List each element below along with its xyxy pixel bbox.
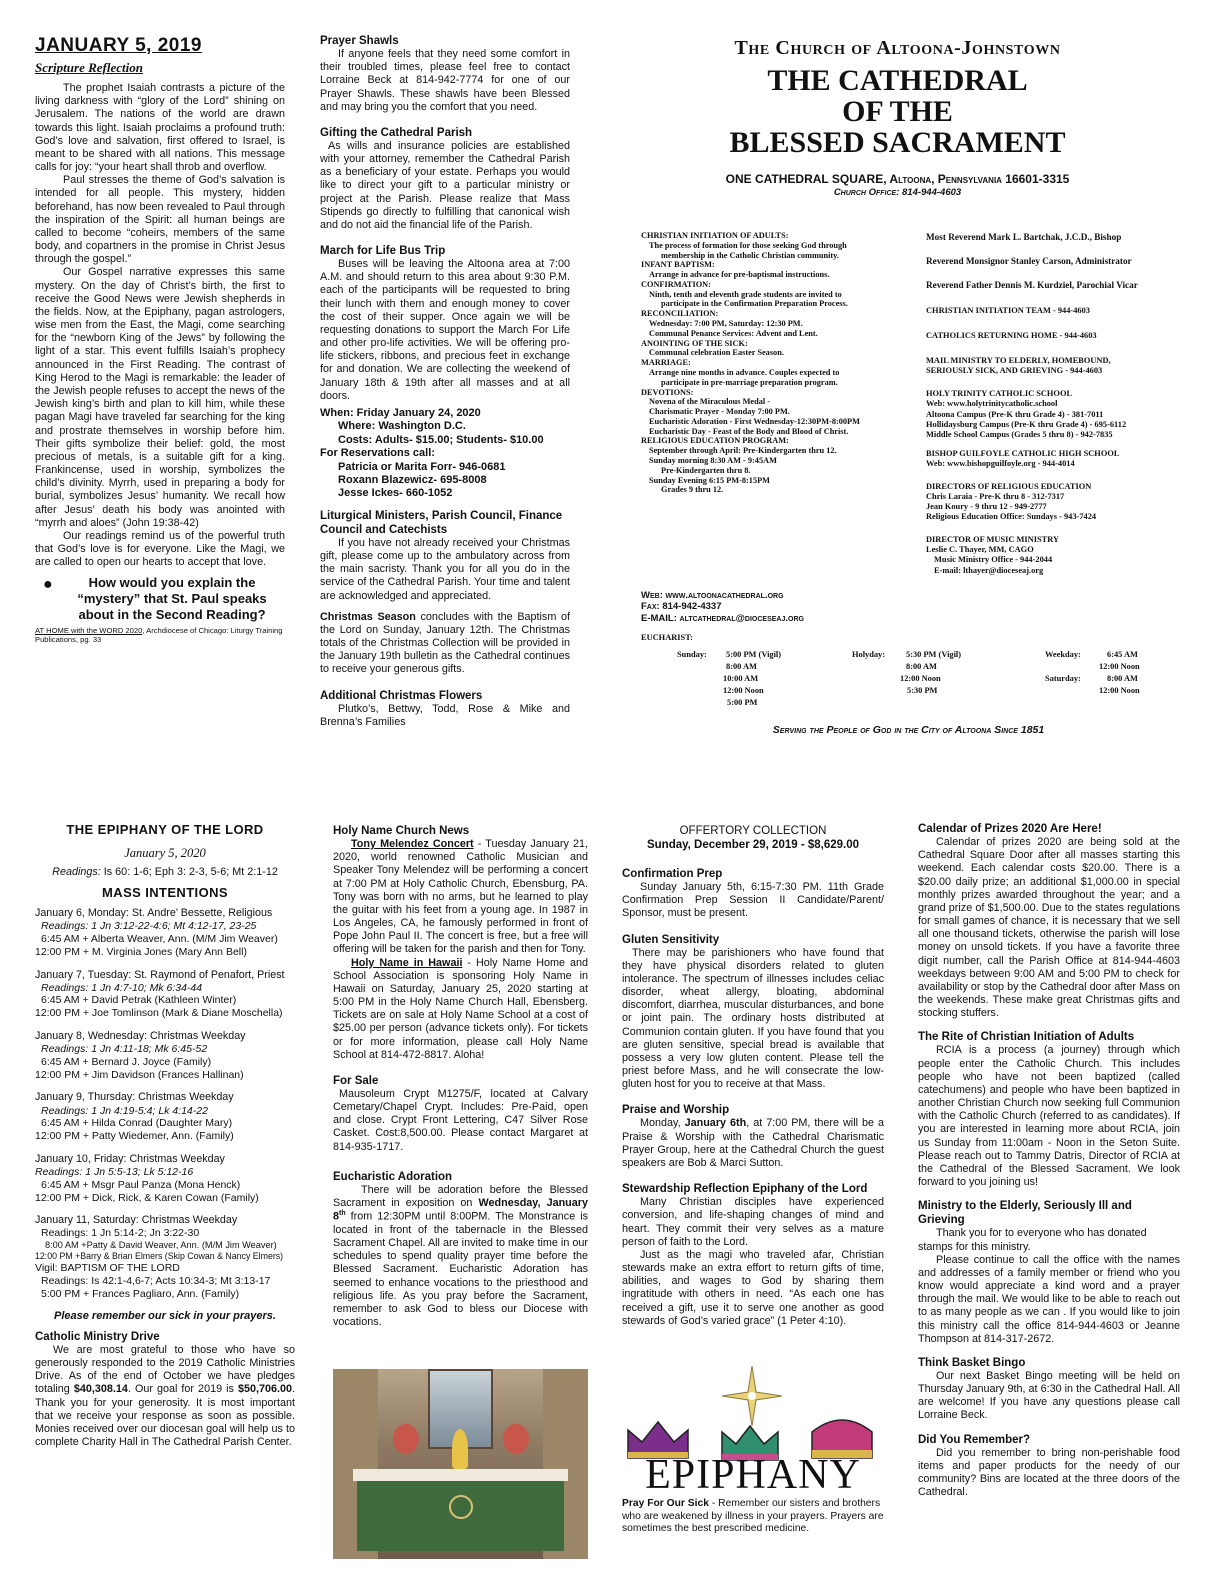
stewardship-heading: Stewardship Reflection Epiphany of the Lord — [622, 1183, 868, 1196]
rcia-heading: The Rite of Christian Initiation of Adults — [918, 1031, 1135, 1044]
cathedral-title: BLESSED SACRAMENT — [729, 125, 1066, 159]
mass-day: January 7, Tuesday: St. Raymond of Penafort, Priest — [35, 968, 285, 981]
parochial-vicar: Reverend Father Dennis M. Kurdziel, Parochial Vicar — [926, 280, 1138, 291]
high-school: BISHOP GUILFOYLE CATHOLIC HIGH SCHOOL — [926, 448, 1120, 458]
mass-day: January 8, Wednesday: Christmas Weekday — [35, 1030, 246, 1043]
mass-intention: 6:45 AM + David Petrak (Kathleen Winter) — [41, 994, 237, 1007]
holyday-time: 5:30 PM (Vigil) — [906, 650, 962, 659]
mass-readings: Readings: 1 Jn 4:7-10; Mk 6:34-44 — [41, 981, 203, 994]
epiphany-word: EPIPHANY — [645, 1452, 861, 1498]
parish-news-column — [320, 34, 570, 764]
mass-intention: 6:45 AM + Bernard J. Joyce (Family) — [41, 1055, 212, 1068]
did-you-remember-heading: Did You Remember? — [918, 1433, 1031, 1446]
saturday-label: Saturday: — [1045, 674, 1081, 683]
gifting-text: As wills and insurance policies are established with your attorney, remember the Cathedral Parish as a beneficiary of your estate. Perhaps you would like to direct your gift to a particular ministry or project at the Parish. Please realize that Mass Stipends go directly to fulfilling that canonical wish and do not aid the financial life of the Parish. — [320, 139, 570, 231]
directory-line: Charismatic Prayer - Monday 7:00 PM. — [649, 407, 790, 417]
feast-readings: Readings: Is 60: 1-6; Eph 3: 2-3, 5-6; Mt 2:1-12 — [52, 866, 278, 879]
directory-line: CHRISTIAN INITIATION OF ADULTS: — [641, 231, 789, 240]
eucharist-schedule — [641, 633, 1191, 711]
mass-intention: 12:00 PM + Dick, Rick, & Karen Cowan (Family) — [35, 1191, 259, 1204]
star-icon — [722, 1366, 782, 1426]
saturday-time: 12:00 Noon — [1099, 686, 1140, 695]
directory-line: Novena of the Miraculous Medal - — [649, 397, 770, 407]
adoration-heading: Eucharistic Adoration — [333, 1170, 453, 1183]
sunday-time: 8:00 AM — [726, 662, 757, 671]
reflection-p3: Our Gospel narrative expresses this same mystery. On the day of Christ’s birth, the first to receive the Good News were Jewish shepherds in the fields. Now, at the Epiphany, pagan astrologers, wise men from the East, the Magi, come searching for the “newborn King of the Jews” by following the light of a star. This event fulfills Isaiah’s prophecy announced in the First Reading. The contrast of King Herod to the Magi is remarkable: the leader of the Jewish people refuses to accept the news of the Jewish king’s birth and plan to kill him, while these pagan Magi have traveled far searching for the king and prostrate themselves in worship before him. Their gifts symbolize their belief: gold, the most precious of metals, is a suitable gift for a king. Frankincense, used in worship, symbolizes the child’s divinity. Myrrh, used in preparing a body for burial, symbolizes Jesus’ humanity. We recall how after Jesus’ death his body was anointed with “myrrh and aloes” (John 19:38-42) — [35, 266, 285, 529]
holy-name-column — [333, 824, 588, 1564]
mass-intention: 6:45 AM + Hilda Conrad (Daughter Mary) — [41, 1117, 233, 1130]
directory-line: Sunday morning 8:30 AM - 9:45AM — [649, 455, 777, 465]
holyday-time: 8:00 AM — [906, 662, 937, 671]
ministry-text: Thank you for to everyone who has donated stamps for this ministry. — [918, 1227, 1147, 1253]
address: ONE CATHEDRAL SQUARE, Altoona, Pennsylvania 16601-3315 — [725, 172, 1070, 187]
mail-ministry: SERIOUSLY SICK, AND GRIEVING - 944-4603 — [926, 366, 1103, 376]
liturgical-heading: Liturgical Ministers, Parish Council, Finance Council and Catechists — [320, 509, 563, 536]
directory-line: Arrange nine months in advance. Couples expected to — [649, 367, 840, 377]
directory-line: Wednesday: 7:00 PM, Saturday: 12:30 PM. — [649, 319, 803, 329]
bishop: Most Reverend Mark L. Bartchak, J.C.D., Bishop — [926, 232, 1122, 242]
school-campus: Altoona Campus (Pre-K thru Grade 4) - 381-7011 — [926, 409, 1104, 419]
mass-intention: 12:00 PM + Patty Wiedemer, Ann. (Family) — [35, 1130, 234, 1143]
vigil-line: Vigil: BAPTISM OF THE LORD — [35, 1262, 180, 1275]
directory-line: Grades 9 thru 12. — [661, 485, 724, 495]
saturday-time: 8:00 AM — [1107, 674, 1138, 683]
sunday-time: 10:00 AM — [723, 674, 759, 683]
mass-intentions-column — [35, 822, 295, 1562]
crh-line: CATHOLICS RETURNING HOME - 944-4603 — [926, 331, 1097, 341]
offertory-amount: Sunday, December 29, 2019 - $8,629.00 — [646, 839, 860, 852]
bingo-text: Our next Basket Bingo meeting will be held on Thursday January 9th, at 6:30 in the Cathedral Hall. All are welcome! If you have any questions please call Lorraine Beck. — [918, 1369, 1180, 1422]
email-link[interactable]: E-MAIL: altcathedral@dioceseaj.org — [641, 612, 804, 624]
mass-readings: Readings: 1 Jn 4:19-5:4; Lk 4:14-22 — [41, 1104, 208, 1117]
directory-line: September through April: Pre-Kindergarten thru 12. — [649, 446, 837, 456]
ministry-heading: Ministry to the Elderly, Seriously Ill and Grieving — [918, 1200, 1132, 1227]
music-office: Music Ministry Office - 944-2044 — [934, 555, 1053, 565]
reservations-heading: For Reservations call: — [320, 447, 435, 460]
high-school-web[interactable]: Web: www.bishopguilfoyle.org - 944-4014 — [926, 458, 1075, 468]
directory-line: Communal Penance Services: Advent and Lent. — [649, 328, 818, 338]
directory-line: INFANT BAPTISM: — [641, 260, 715, 270]
school-web[interactable]: Web: www.holytrinitycatholic.school — [926, 399, 1058, 409]
cathedral-title: THE CATHEDRAL — [767, 64, 1028, 98]
gluten-text: There may be parishioners who have found that they have physical disorders related to gluten intolerance. The spectrum of illnesses includes celiac disorder, wheat allergy, bloating, abdominal discomfort, diarrhea, muscular disturbances, and bone or joint pain. The ordinary hosts distributed at Communion contain gluten. If you have found that you are gluten sensitive, special bread is available that possess a very low gluten content. Please tell the priest before Mass, and he will consecrate the low-gluten host for you to receive at that Mass. — [622, 946, 884, 1091]
reservation-contact: Roxann Blazewicz- 695-8008 — [338, 474, 487, 487]
weekday-label: Weekday: — [1045, 650, 1081, 659]
mail-ministry: MAIL MINISTRY TO ELDERLY, HOMEBOUND, — [926, 356, 1111, 366]
mass-day: January 9, Thursday: Christmas Weekday — [35, 1091, 234, 1104]
calendar-heading: Calendar of Prizes 2020 Are Here! — [918, 823, 1102, 835]
flowers-text: Plutko’s, Bettwy, Todd, Rose & Mike and Brenna’s Families — [320, 702, 570, 728]
mass-intention: 5:00 PM + Frances Pagliaro, Ann. (Family) — [41, 1287, 240, 1300]
flowers-heading: Additional Christmas Flowers — [320, 689, 483, 702]
epiphany-graphic — [622, 1366, 884, 1496]
prayer-shawls-text: If anyone feels that they need some comfort in their troubled times, please feel free to contact Lorraine Beck at 814-942-7774 for one of our Prayer Shawls. These shawls have been Blessed and may bring you the comfort that you need. — [320, 48, 570, 113]
administrator: Reverend Monsignor Stanley Carson, Administrator — [926, 256, 1132, 267]
reflection-subtitle: Scripture Reflection — [35, 60, 143, 76]
mass-intention: 12:00 PM + M. Virginia Jones (Mary Ann Bell) — [35, 945, 247, 958]
masthead — [605, 36, 1190, 216]
school-campus: Hollidaysburg Campus (Pre-K thru Grade 4) - 695-6112 — [926, 419, 1127, 429]
directory-line: participate in pre-marriage preparation program. — [661, 377, 838, 387]
weekday-time: 12:00 Noon — [1099, 662, 1140, 671]
feast-title: THE EPIPHANY OF THE LORD — [66, 822, 264, 837]
for-sale-heading: For Sale — [333, 1074, 379, 1087]
march-text: Buses will be leaving the Altoona area at 7:00 A.M. and should return to this area about 9:30 P.M. each of the participants will be requested to bring their lunch with them and enough money to cover the cost of their supper. Once again we will be requesting donations to support the March For Life and other pro-life activities. We will be offering pro-life stickers, ribbons, and precious feet in exchange for and donation. We are collecting the weekend of January 18th & 19th after all masses and at all doors. — [320, 258, 570, 402]
school-campus: Middle School Campus (Grades 5 thru 8) - 942-7835 — [926, 429, 1113, 439]
sunday-label: Sunday: — [677, 650, 707, 659]
holyday-time: 5:30 PM — [907, 686, 938, 695]
fax-number: Fax: 814-942-4337 — [641, 601, 722, 613]
sunday-time: 5:00 PM (Vigil) — [726, 650, 782, 659]
march-heading: March for Life Bus Trip — [320, 245, 446, 258]
directory-line: Communal celebration Easter Season. — [649, 348, 784, 358]
confirmation-heading: Confirmation Prep — [622, 868, 723, 881]
concert-text: Tony Melendez Concert - Tuesday January 21, 2020, world renowned Catholic Musician and Speaker Tony Melendez will be performing a concert at 7:00 PM at Holy Catholic Church, Ebensburg, PA. Tony was born with no arms, but he learned to play the guitar with his feet from a young age. In 1987 in Los Angeles, CA, he famously performed in front of Pope John Paul II. The concert is free, but a free will offering will be taken for the parish and then for Tony. — [333, 838, 588, 956]
church-office: Church Office: 814-944-4603 — [833, 186, 962, 198]
bulletin-date: JANUARY 5, 2019 — [35, 35, 202, 56]
music-director: Leslie C. Thayer, MM, CAGO — [926, 545, 1034, 555]
mass-readings: Readings: 1 Jn 3:12-22-4:6; Mt 4:12-17, 23-25 — [41, 920, 257, 933]
hawaii-text: Holy Name in Hawaii - Holy Name Home and School Association is sponsoring Holy Name in Hawaii on Saturday, January 25, 2020 starting at 5:00 PM in the Holy Name Church Hall, Ebensberg. Tickets are on sale at Holy Name School at a cost of $25.00 per person (advance tickets only). For tickets or for more information, please call Holy Name School at 814-472-8817. Aloha! — [333, 956, 588, 1061]
march-where: Where: Washington D.C. — [338, 420, 466, 433]
directory-line: The process of formation for those seeking God through — [649, 240, 847, 250]
directory-line: RECONCILIATION: — [641, 309, 719, 319]
bingo-heading: Think Basket Bingo — [918, 1356, 1026, 1369]
directory-line: membership in the Catholic Christian community. — [661, 250, 839, 260]
scripture-reflection-column — [35, 34, 285, 764]
ministry-text: Please continue to call the office with the names and addresses of a family member or friend who you know would appreciate a kind word and a prayer through the mail. We would like to be able to reach out to as many people as we can . If you would like to join this ministry call the office 814-944-4603 or Jeanne Thompson at 814-317-2672. — [918, 1253, 1180, 1345]
sunday-time: 12:00 Noon — [723, 686, 764, 695]
mass-intention: 6:45 AM + Alberta Weaver, Ann. (M/M Jim Weaver) — [41, 932, 278, 945]
serving-tagline: Serving the People of God in the City of Altoona Since 1851 — [772, 724, 1045, 736]
mass-readings: Readings: 1 Jn 4:11-18; Mk 6:45-52 — [41, 1043, 208, 1056]
praise-heading: Praise and Worship — [622, 1104, 730, 1117]
calendar-text: Calendar of prizes 2020 are being sold at the Cathedral Square Door after all masses starting this weekend. Each calendar costs $20.00. There is a $20.00 daily prize; an additional $1,000.00 in special monthly prizes awarded throughout the year; and a grand prize of $1,500.00. Due to the states regulations for small games of chance, it is necessary that we sell all one thousand tickets, otherwise the parish will lose money on unsold tickets. If you have a favorite three digit number, call the Parish Office at 814-944-4603 weekdays between 9:00 AM and 5:00 PM to check for availability or stop by the Cathedral door after Mass on the weekends. These make great Christmas gifts and stocking stuffers. — [918, 836, 1180, 1020]
mass-day: January 6, Monday: St. Andre’ Bessette, Religious — [35, 907, 273, 920]
gluten-heading: Gluten Sensitivity — [622, 933, 720, 946]
dre-contact: Jean Koury - 9 thru 12 - 949-2777 — [926, 502, 1047, 512]
directory-line: Arrange in advance for pre-baptismal instructions. — [649, 270, 830, 280]
feast-date: January 5, 2020 — [124, 845, 206, 860]
holyday-time: 12:00 Noon — [900, 674, 941, 683]
cit-line: CHRISTIAN INITIATION TEAM - 944-4603 — [926, 306, 1090, 316]
school-name: HOLY TRINITY CATHOLIC SCHOOL — [926, 389, 1073, 399]
did-you-remember-text: Did you remember to bring non-perishable food items and paper products for the needy of our community? Bins are located at the three doors of the Cathedral. — [918, 1446, 1180, 1499]
dre-heading: DIRECTORS OF RELIGIOUS EDUCATION — [926, 481, 1092, 491]
rcia-text: RCIA is a process (a journey) through which people enter the Catholic Church. This includes people who have not been baptized (called catechumens) and people who have been baptized in another Christian Church now seeking full Communion with the Catholic Church (referred to as candidates). If you are interested in learning more about RCIA, join us Sunday from 11:00am - Noon in the Seton Suite. Please reach out to Tammy Datris, Director of RCIA at the Cathedral of the Blessed Sacrament. We look forward to you joining us! — [918, 1044, 1180, 1189]
offertory-column — [622, 824, 884, 1564]
prayer-shawls-heading: Prayer Shawls — [320, 35, 399, 47]
mass-day: January 10, Friday: Christmas Weekday — [35, 1152, 225, 1165]
directory-line: DEVOTIONS: — [641, 387, 694, 397]
reflection-question: ● How would you explain the “mystery” that St. Paul speaks about in the Second Reading? — [35, 575, 285, 623]
reflection-p4: Our readings remind us of the powerful truth that God’s love is for everyone. Like the Magi, we are called to open our hearts to accept that love. — [35, 529, 285, 569]
adoration-text: There will be adoration before the Blessed Sacrament in exposition on Wednesday, January 8th from 12:30PM until 8:00PM. The Monstrance is located in front of the tabernacle in the Blessed Sacrament Chapel. All are invited to make time in our schedules to spend quality prayer time before the Blessed Sacrament. Eucharistic Adoration has seemed to enhance vocations to the priesthood and religious life. As you pray before the Sacrament, remember to ask God to bless our Diocese with vocations. — [333, 1183, 588, 1329]
directory-line: Eucharistic Adoration - First Wednesday-12:30PM-8:00PM — [649, 416, 860, 426]
altar-photo — [333, 1369, 588, 1559]
sick-prayer-note: Please remember our sick in your prayers. — [54, 1309, 276, 1322]
staff-directory — [926, 232, 1188, 632]
mass-intention: 12:00 PM + Joe Tomlinson (Mark & Diane Moschella) — [35, 1007, 283, 1020]
holy-name-heading: Holy Name Church News — [333, 825, 470, 837]
mass-intentions-heading: MASS INTENTIONS — [102, 885, 228, 901]
gifting-heading: Gifting the Cathedral Parish — [320, 126, 473, 139]
weekday-time: 6:45 AM — [1107, 650, 1138, 659]
directory-line: Pre-Kindergarten thru 8. — [661, 465, 751, 475]
reflection-p1: The prophet Isaiah contrasts a picture of the living darkness with “glory of the Lord” shining on Jerusalem. The nations of the world are drawn towards this light. Isaiah proclaims a profound truth: God’s love and salvation, first offered to Israel, is meant to be shared with all nations. This message calls for joy: “your heart shall throb and overflow. — [35, 82, 285, 174]
cmd-heading: Catholic Ministry Drive — [35, 1330, 160, 1343]
directory-line: Eucharistic Day - Feast of the Body and Blood of Christ. — [649, 426, 849, 436]
reflection-p2: Paul stresses the theme of God’s salvation is intended for all people. This mystery, hidden beforehand, has now been revealed to Paul through the inspiration of the Spirit: all human beings are called to become “coheirs, members of the same body, and copartners in the promise in Christ Jesus through the gospel.” — [35, 174, 285, 266]
march-when: When: Friday January 24, 2020 — [320, 407, 481, 419]
reservation-contact: Patricia or Marita Forr- 946-0681 — [338, 460, 506, 473]
mass-intention: 12:00 PM +Barry & Brian Elmers (Skip Cowan & Nancy Elmers) — [35, 1251, 284, 1262]
sunday-time: 5:00 PM — [727, 698, 758, 707]
directory-line: participate in the Confirmation Preparation Process. — [661, 299, 848, 309]
directory-line: MARRIAGE: — [641, 358, 691, 368]
dre-contact: Religious Education Office: Sundays - 943-7424 — [926, 512, 1097, 522]
reflection-citation: AT HOME with the WORD 2020, Archdiocese of Chicago: Liturgy Training Publications, pg. 33 — [35, 625, 283, 645]
mass-readings: Readings: Is 42:1-4,6-7; Acts 10:34-3; Mt 3:13-17 — [41, 1274, 271, 1287]
dre-contact: Chris Laraia - Pre-K thru 8 - 312-7317 — [926, 492, 1065, 502]
confirmation-text: Sunday January 5th, 6:15-7:30 PM. 11th Grade Confirmation Prep Session II Candidate/Parent/ Sponsor, must be present. — [622, 881, 884, 920]
march-costs: Costs: Adults- $15.00; Students- $10.00 — [338, 433, 544, 446]
mass-readings: Readings: 1 Jn 5:14-2; Jn 3:22-30 — [41, 1227, 200, 1240]
pray-for-sick: Pray For Our Sick - Remember our sisters and brothers who are weakened by illness in your prayers. Prayers are sometimes the best prescribed medicine. — [622, 1498, 884, 1535]
mass-day: January 11, Saturday: Christmas Weekday — [35, 1214, 238, 1227]
church-name: The Church of Altoona-Johnstown — [734, 37, 1061, 59]
reservation-contact: Jesse Ickes- 660-1052 — [338, 487, 453, 500]
mass-intention: 6:45 AM + Msgr Paul Panza (Mona Henck) — [41, 1178, 241, 1191]
for-sale-text: Mausoleum Crypt M1275/F, located at Calvary Cemetary/Chapel Crypt. Includes: Pre-Paid, open and close. Crypt Front Lettering, C47 Silver Rose Casket. Cost:8,500.00. Please contact Margaret at 814-935-1717. — [333, 1087, 588, 1153]
eucharist-label: EUCHARIST: — [641, 633, 693, 642]
praise-text: Monday, January 6th, at 7:00 PM, there will be a Praise & Worship with the Cathedral Charismatic Prayer Group, here at the Cathedral Church the guest speakers are Bob & Marci Sutton. — [622, 1117, 884, 1169]
contact-info — [641, 590, 921, 630]
offertory-heading: OFFERTORY COLLECTION — [679, 825, 827, 837]
web-link[interactable]: Web: www.altoonacathedral.org — [641, 590, 784, 601]
mass-intention: 12:00 PM + Jim Davidson (Frances Hallinan) — [35, 1068, 244, 1081]
mass-intention: 8:00 AM +Patty & David Weaver, Ann. (M/M Jim Weaver) — [45, 1240, 277, 1251]
mass-readings: Readings: 1 Jn 5:5-13; Lk 5:12-16 — [35, 1165, 194, 1178]
music-heading: DIRECTOR OF MUSIC MINISTRY — [926, 535, 1060, 545]
cathedral-title: OF THE — [842, 94, 953, 128]
sacraments-directory — [641, 231, 921, 571]
music-email[interactable]: E-mail: lthayer@dioceseaj.org — [934, 565, 1044, 575]
directory-line: ANOINTING OF THE SICK: — [641, 338, 748, 348]
stewardship-text: Just as the magi who traveled afar, Christian stewards make an extra effort to return gifts of time, abilities, and wages to God by sharing them ingratitude with others in need. “As each one has received a gift, use it to serve one another as good stewards of God’s varied grace” (1 Peter 4:10). — [622, 1248, 884, 1327]
liturgical-text: If you have not already received your Christmas gift, please come up to the ambulatory across from the main sacristy. Thank you for all you do in the service of the Cathedral Parish. Your time and talent are acknowledged and appreciated. — [320, 536, 570, 602]
christmas-season-text: Christmas Season concludes with the Baptism of the Lord on Sunday, January 12th. The Christmas totals of the Christmas Collection will be provided in the January 19th bulletin as the Cathedral continues to receive your generous gifts. — [320, 610, 570, 676]
holyday-label: Holyday: — [852, 650, 886, 659]
directory-line: CONFIRMATION: — [641, 279, 711, 289]
directory-line: Sunday Evening 6:15 PM-8:15PM — [649, 475, 771, 485]
directory-line: Ninth, tenth and eleventh grade students are invited to — [649, 289, 842, 299]
announcements-column — [918, 822, 1180, 1562]
cmd-text: We are most grateful to those who have so generously responded to the 2019 Catholic Ministries Drive. As of the end of October we have pledges totaling $40,308.14. Our goal for 2019 is $50,706.00. Thank you for your generosity. It is most important that we receive your response as soon as possible. Monies received over our diocesan goal will help us to complete Charity Hall in The Cathedral Parish Center. — [35, 1343, 295, 1449]
directory-line: RELIGIOUS EDUCATION PROGRAM: — [641, 436, 789, 446]
bullet-icon: ● — [43, 576, 53, 594]
stewardship-text: Many Christian disciples have experienced conversion, and life-shaping changes of mind and heart. They commit their very selves as a mature person of faith to the Lord. — [622, 1196, 884, 1248]
